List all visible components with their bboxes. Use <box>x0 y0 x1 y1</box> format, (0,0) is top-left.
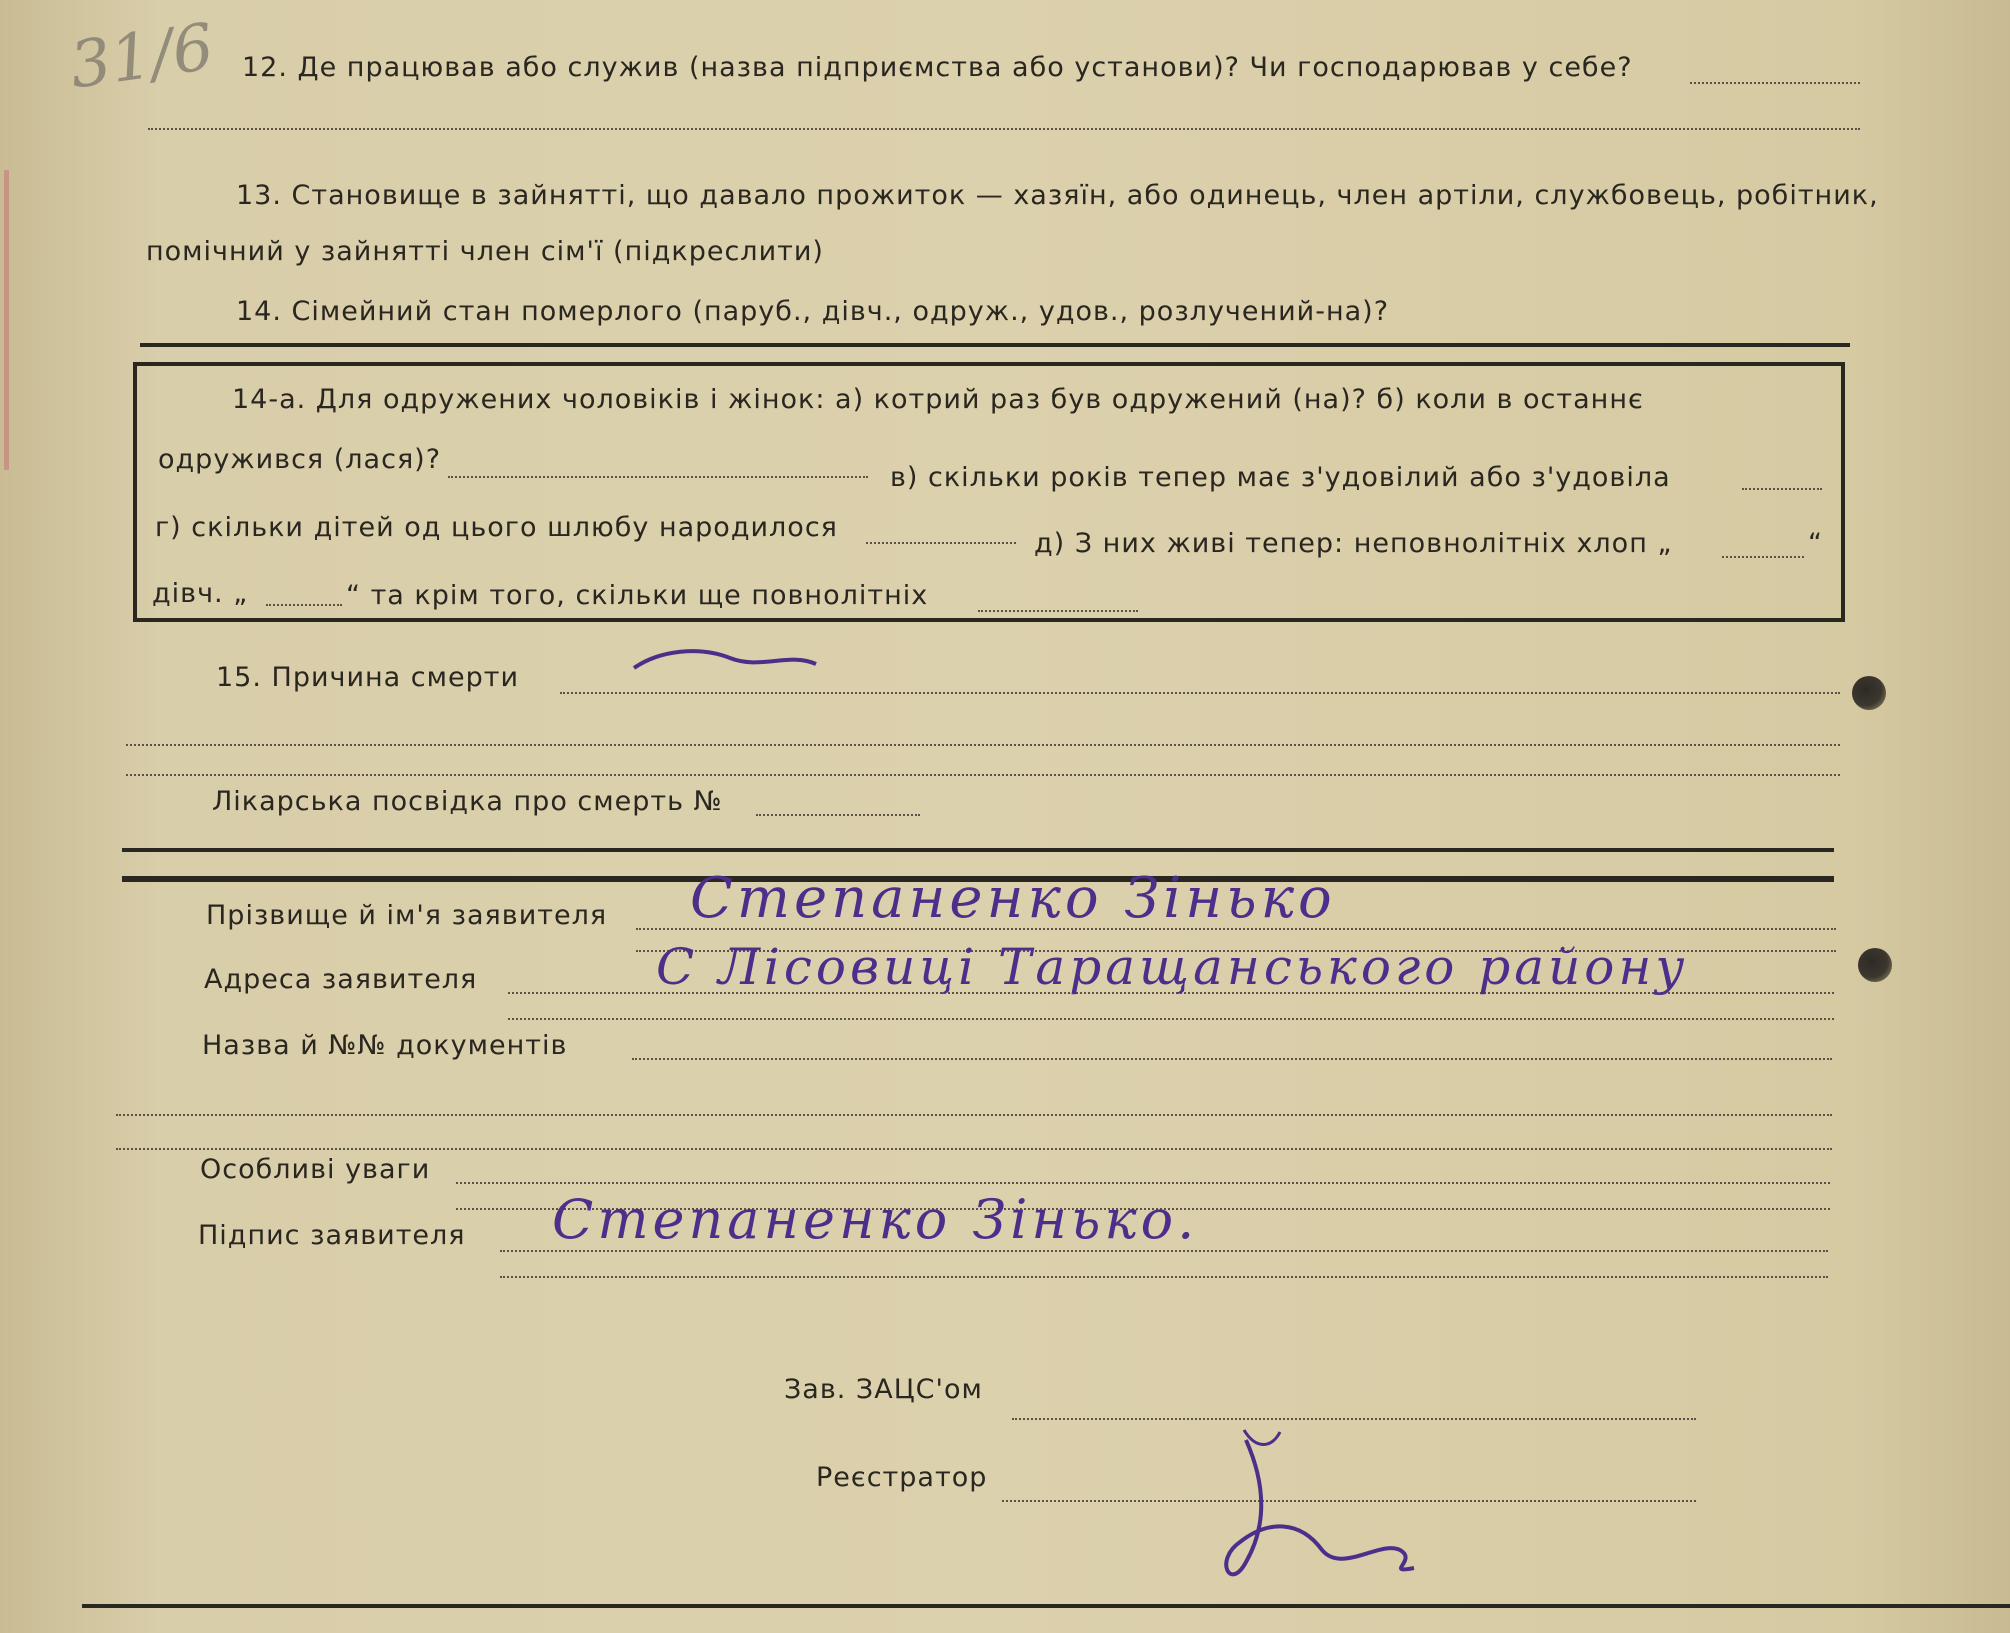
applicant-address-label: Адреса заявителя <box>204 964 478 995</box>
documents-label: Назва й №№ документів <box>202 1030 568 1061</box>
cause-of-death-dash-stroke <box>634 651 816 668</box>
question-14a-line4a: дівч. „ <box>152 578 249 609</box>
remarks-label: Особливі уваги <box>200 1154 431 1185</box>
medical-certificate-label: Лікарська посвідка про смерть № <box>212 786 723 817</box>
question-13-line1: 13. Становище в зайнятті, що давало прожиток — хазяїн, або одинець, член артіли, службовець, робітник, <box>236 180 1879 211</box>
applicant-address-handwriting: С Лісовиці Таращанського району <box>656 938 1689 996</box>
question-14a-line3a: г) скільки дітей од цього шлюбу народилося <box>155 512 838 543</box>
question-14: 14. Сімейний стан померлого (паруб., дівч., одруж., удов., розлучений-на)? <box>236 296 1390 327</box>
applicant-signature-handwriting: Степаненко Зінько. <box>552 1188 1199 1251</box>
question-14a-line2a: одружився (лася)? <box>158 444 442 475</box>
question-13-line2: помічний у зайнятті член сім'ї (підкреслити) <box>146 236 824 267</box>
signature-label: Підпис заявителя <box>198 1220 466 1251</box>
question-14a-line3c: “ <box>1808 528 1823 559</box>
question-15: 15. Причина смерти <box>216 662 520 693</box>
question-14a-line2b: в) скільки років тепер має з'удовілий або з'удовіла <box>890 462 1671 493</box>
registrar-initial-stroke <box>1244 1430 1280 1445</box>
page-number-mark: 31/6 <box>65 10 219 104</box>
question-14a-line3b: д) З них живі тепер: неповнолітніх хлоп „ <box>1034 528 1673 559</box>
question-14a-line1: 14-а. Для одружених чоловіків і жінок: а) котрий раз був одружений (на)? б) коли в останнє <box>232 384 1644 415</box>
applicant-name-handwriting: Степаненко Зінько <box>690 866 1336 931</box>
question-12: 12. Де працював або служив (назва підприємства або установи)? Чи господарював у себе? <box>242 52 1633 83</box>
applicant-name-label: Прізвище й ім'я заявителя <box>206 900 608 931</box>
question-14a-line4b: “ та крім того, скільки ще повнолітніх <box>346 580 929 611</box>
registrar-signature-stroke <box>1226 1440 1414 1574</box>
head-label: Зав. ЗАЦС'ом <box>784 1374 983 1405</box>
registrar-label: Реєстратор <box>816 1462 988 1493</box>
